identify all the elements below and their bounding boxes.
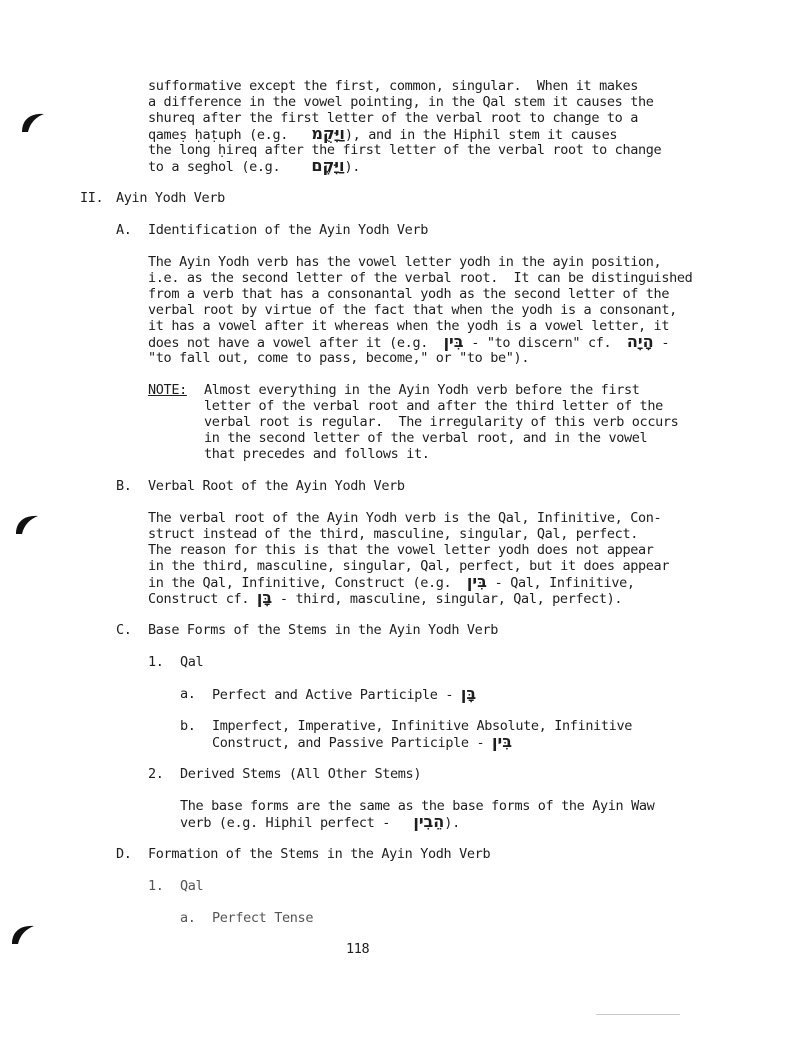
text-line: it has a vowel after it whereas when the yodh is a vowel letter, it	[148, 318, 670, 334]
hebrew-word: הֵבִין	[413, 812, 445, 831]
subsection-label: D.	[116, 846, 132, 862]
list-heading: Qal	[180, 878, 204, 894]
note-line: Almost everything in the Ayin Yodh verb before the first	[204, 382, 640, 398]
text-line: in the third, masculine, singular, Qal, perfect, but it does appear	[148, 558, 670, 574]
subsection-heading: Formation of the Stems in the Ayin Yodh Verb	[148, 846, 491, 862]
list-letter: a.	[180, 910, 196, 926]
scan-artifact	[596, 1014, 680, 1015]
text-line: in the Qal, Infinitive, Construct (e.g. בִּין - Qal, Infinitive,	[148, 572, 635, 591]
list-heading: Derived Stems (All Other Stems)	[180, 766, 422, 782]
text-line: "to fall out, come to pass, become," or "to be").	[148, 350, 530, 366]
note-line: verbal root is regular. The irregularity of this verb occurs	[204, 414, 679, 430]
hebrew-word: בִּין	[443, 332, 464, 351]
text-line: i.e. as the second letter of the verbal root. It can be distinguished	[148, 270, 693, 286]
list-heading: Qal	[180, 654, 204, 670]
text-line: Construct cf. בָּן - third, masculine, singular, Qal, perfect).	[148, 588, 623, 607]
punch-hole	[20, 112, 46, 134]
note-line: in the second letter of the verbal root, and in the vowel	[204, 430, 648, 446]
list-number: 2.	[148, 766, 164, 782]
hebrew-word: בִּין	[466, 572, 487, 591]
text-line: struct instead of the third, masculine, singular, Qal, perfect.	[148, 526, 638, 542]
text-line: sufformative except the first, common, singular. When it makes	[148, 78, 638, 94]
list-number: 1.	[148, 878, 164, 894]
subsection-heading: Base Forms of the Stems in the Ayin Yodh Verb	[148, 622, 498, 638]
hebrew-word: בָּן	[460, 684, 477, 703]
text-line: The reason for this is that the vowel letter yodh does not appear	[148, 542, 654, 558]
text-line: The verbal root of the Ayin Yodh verb is the Qal, Infinitive, Con-	[148, 510, 662, 526]
text-line: The Ayin Yodh verb has the vowel letter yodh in the ayin position,	[148, 254, 662, 270]
hebrew-word: וַיָּקֻמ	[311, 124, 345, 143]
punch-hole	[14, 514, 40, 536]
text-line: The base forms are the same as the base forms of the Ayin Waw	[180, 798, 655, 814]
text-line: shureq after the first letter of the verbal root to change to a	[148, 110, 638, 126]
subsection-heading: Identification of the Ayin Yodh Verb	[148, 222, 428, 238]
text-line: does not have a vowel after it (e.g. בִּין - "to discern" cf. הָיָה -	[148, 332, 670, 351]
subsection-label: A.	[116, 222, 132, 238]
hebrew-word: בִּין	[492, 732, 512, 751]
subsection-label: C.	[116, 622, 132, 638]
text-line: from a verb that has a consonantal yodh as the second letter of the	[148, 286, 670, 302]
list-item: Imperfect, Imperative, Infinitive Absolute, Infinitive	[212, 718, 632, 734]
text-line: verb (e.g. Hiphil perfect - הֵבִין).	[180, 812, 460, 831]
section-heading: Ayin Yodh Verb	[116, 190, 225, 206]
text-line: to a seghol (e.g. וַיָּקֶם).	[148, 156, 361, 175]
subsection-label: B.	[116, 478, 132, 494]
note-line: letter of the verbal root and after the third letter of the	[204, 398, 663, 414]
section-number: II.	[80, 190, 104, 206]
text-line: verbal root by virtue of the fact that when the yodh is a consonant,	[148, 302, 677, 318]
text-line: the long ḥireq after the first letter of the verbal root to change	[148, 142, 662, 158]
page-number: 118	[346, 941, 370, 957]
list-letter: a.	[180, 686, 196, 702]
list-item: Perfect Tense	[212, 910, 314, 926]
list-item: Construct, and Passive Participle - בִּין	[212, 732, 512, 751]
hebrew-word: בָּן	[256, 588, 273, 607]
note-line: that precedes and follows it.	[204, 446, 430, 462]
list-letter: b.	[180, 718, 196, 734]
list-item: Perfect and Active Participle - בָּן	[212, 684, 477, 703]
list-number: 1.	[148, 654, 164, 670]
hebrew-word: וַיָּקֶם	[311, 156, 345, 175]
text-line: a difference in the vowel pointing, in the Qal stem it causes the	[148, 94, 654, 110]
text-line: qameṣ ḥaṭuph (e.g. וַיָּקֻמ), and in the Hiphil stem it causes	[148, 124, 618, 143]
note-label: NOTE:	[148, 382, 187, 398]
hebrew-word: הָיָה	[626, 332, 654, 351]
punch-hole	[10, 924, 36, 946]
subsection-heading: Verbal Root of the Ayin Yodh Verb	[148, 478, 405, 494]
